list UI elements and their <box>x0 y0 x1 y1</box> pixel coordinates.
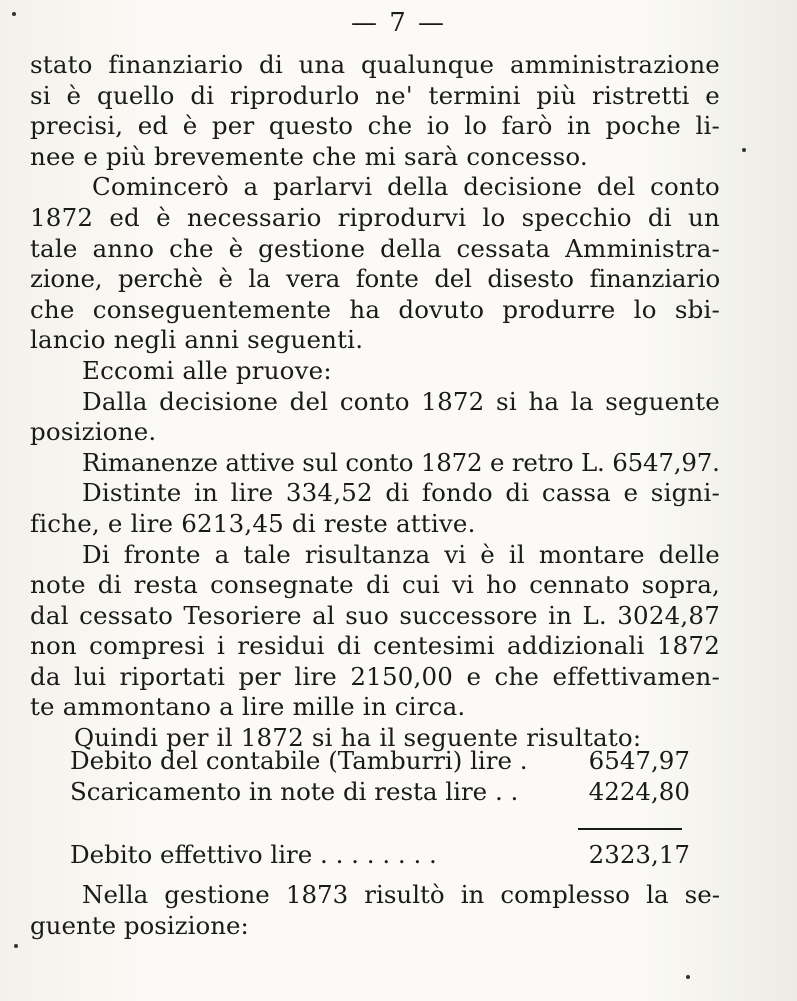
text-line: stato finanziario di una qualunque amministrazione <box>30 50 720 79</box>
text-line: zione, perchè è la vera fonte del disesto finanziario <box>30 264 720 294</box>
text-line: da lui riportati per lire 2150,00 e che effettivamen- <box>30 661 720 691</box>
text-line: posizione. <box>30 417 157 447</box>
closing-paragraph <box>30 880 720 941</box>
page-number: — 7 — <box>350 8 447 38</box>
text-line: Comincerò a parlarvi della decisione del conto <box>92 172 720 202</box>
ledger-row <box>70 745 690 776</box>
text-line: note di resta consegnate di cui vi ho cennato sopra, <box>30 570 720 600</box>
text-line: precisi, ed è per questo che io lo farò in poche li- <box>30 111 720 141</box>
print-speck <box>686 975 690 979</box>
text-line: lancio negli anni seguenti. <box>30 325 364 355</box>
ledger-total-row <box>70 840 690 869</box>
ledger-amount: 4224,80 <box>588 777 690 806</box>
ledger-row <box>70 776 690 807</box>
text-line: Dalla decisione del conto 1872 si ha la seguente <box>82 386 720 416</box>
ledger-total-amount: 2323,17 <box>588 840 690 869</box>
text-line: tale anno che è gestione della cessata Amministra- <box>30 233 720 263</box>
print-speck <box>12 12 16 16</box>
text-line: Nella gestione 1873 risultò in complesso la se- <box>82 880 720 909</box>
text-line: dal cessato Tesoriere al suo successore in L. 3024,87 <box>30 600 720 630</box>
sum-rule <box>578 828 682 830</box>
text-line: Distinte in lire 334,52 di fondo di cassa e signi- <box>82 478 720 508</box>
text-line: 1872 ed è necessario riprodurvi lo specchio di un <box>30 202 720 232</box>
text-line: te ammontano a lire mille in circa. <box>30 692 466 722</box>
ledger-amount: 6547,97 <box>588 746 690 775</box>
text-line: si è quello di riprodurlo ne' termini più ristretti e <box>30 80 720 110</box>
text-line: non compresi i residui di centesimi addizionali 1872 <box>30 631 720 661</box>
text-line: guente posizione: <box>30 910 249 940</box>
text-line: Di fronte a tale risultanza vi è il montare delle <box>82 539 720 569</box>
text-line: nee e più brevemente che mi sarà concesso. <box>30 141 588 171</box>
body-text <box>30 50 720 754</box>
text-line: fiche, e lire 6213,45 di reste attive. <box>30 508 476 538</box>
print-speck <box>742 148 746 152</box>
print-speck <box>14 944 18 948</box>
text-line: Rimanenze attive sul conto 1872 e retro L. 6547,97. <box>82 447 720 477</box>
ledger-label: Debito del contabile (Tamburri) lire . <box>70 746 528 775</box>
text-line: che conseguentemente ha dovuto produrre lo sbi- <box>30 294 720 324</box>
ledger-label: Scaricamento in note di resta lire . . <box>70 777 519 806</box>
text-line: Quindi per il 1872 si ha il seguente risultato: <box>74 723 642 753</box>
ledger-total-label: Debito effettivo lire . . . . . . . . <box>70 840 437 869</box>
text-line: Eccomi alle pruove: <box>82 355 332 385</box>
ledger-table <box>70 745 690 807</box>
